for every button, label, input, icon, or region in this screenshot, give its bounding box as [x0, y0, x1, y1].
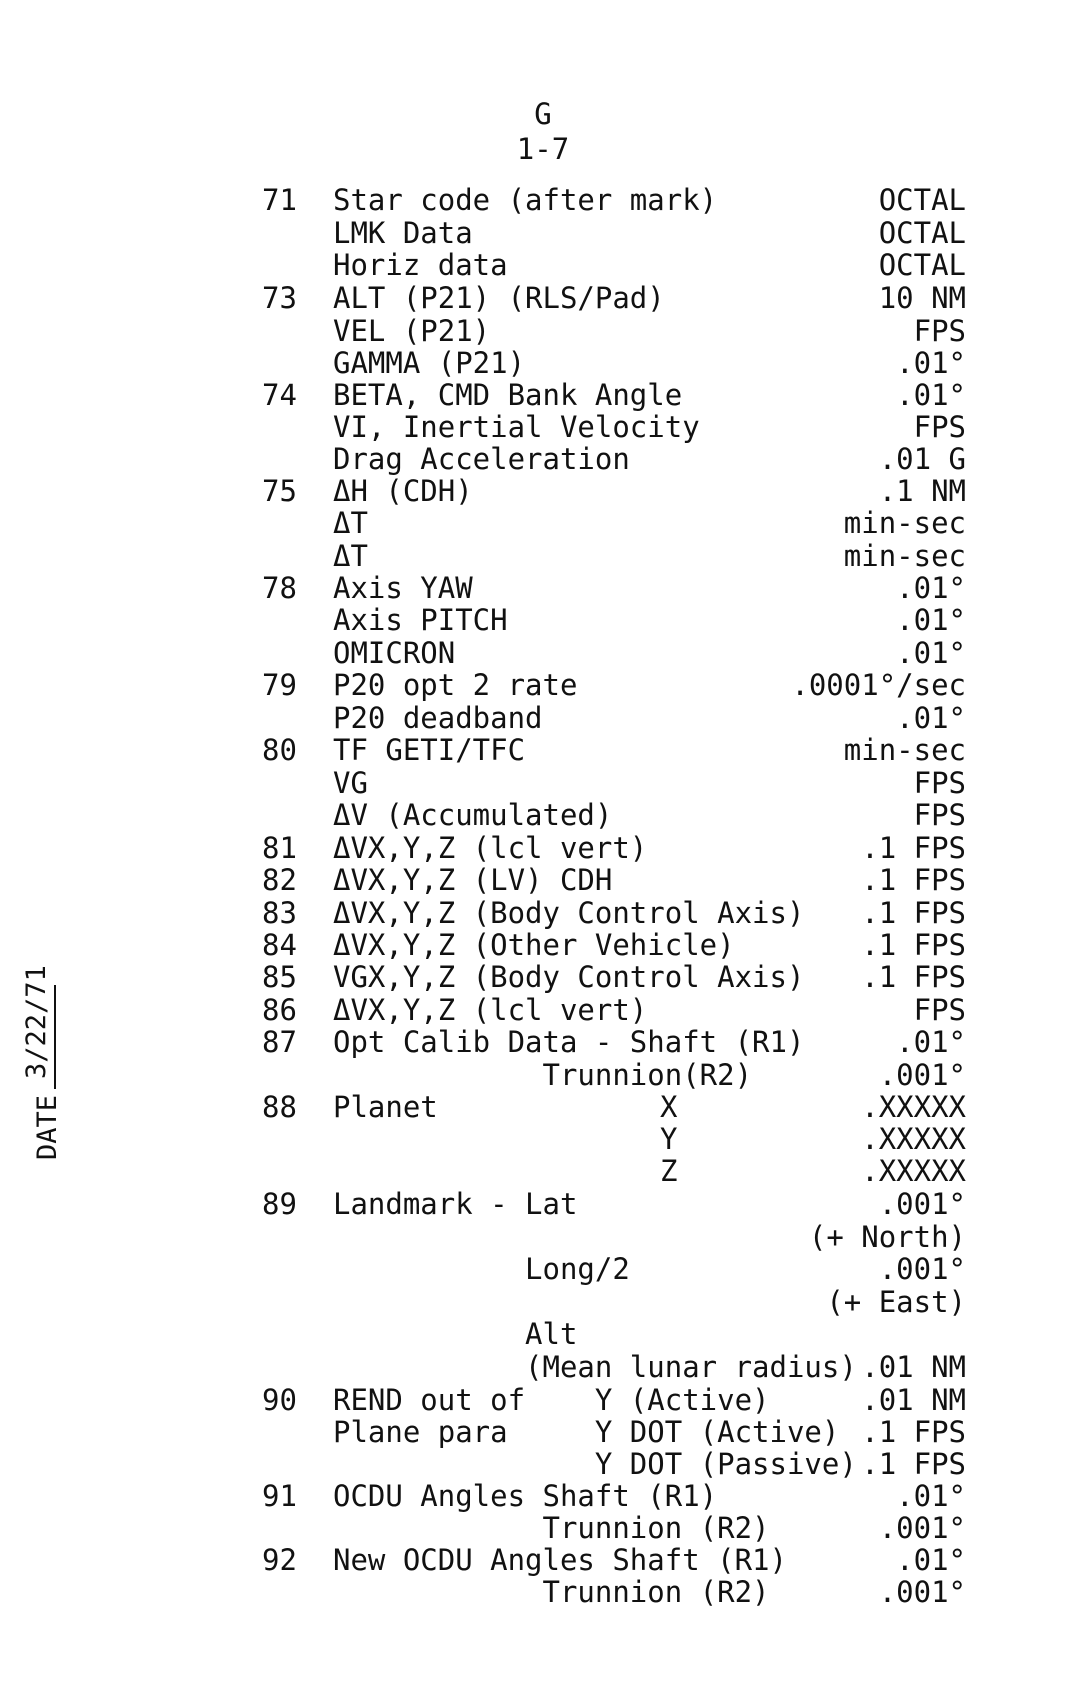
scale-unit: FPS — [913, 410, 966, 444]
noun-label: ΔVX,Y,Z (Body Control Axis) — [333, 896, 805, 930]
scale-unit: OCTAL — [878, 216, 966, 250]
noun-label: Star code (after mark) — [333, 183, 718, 217]
table-row — [0, 248, 1086, 282]
noun-number: 88 — [262, 1090, 297, 1124]
date-value: 3/22/71 — [21, 965, 52, 1079]
noun-label: Trunnion(R2) — [333, 1058, 753, 1092]
scale-unit: .1 FPS — [861, 896, 966, 930]
scale-unit: .01 NM — [861, 1383, 966, 1417]
table-row — [0, 603, 1086, 637]
noun-label: Axis YAW — [333, 571, 473, 605]
noun-label: Trunnion (R2) — [333, 1511, 770, 1545]
noun-number: 80 — [262, 733, 297, 767]
scale-unit: .001° — [878, 1187, 966, 1221]
table-row — [0, 346, 1086, 380]
noun-label: ΔVX,Y,Z (LV) CDH — [333, 863, 613, 897]
scale-unit: .1 FPS — [861, 1447, 966, 1481]
noun-label: ΔVX,Y,Z (lcl vert) — [333, 993, 648, 1027]
scale-unit: .01° — [896, 701, 966, 735]
noun-label: ΔVX,Y,Z (lcl vert) — [333, 831, 648, 865]
scale-unit: .01 NM — [861, 1350, 966, 1384]
noun-number: 91 — [262, 1479, 297, 1513]
scale-unit: .0001°/sec — [791, 668, 966, 702]
table-row — [0, 1511, 1086, 1545]
table-row — [0, 1543, 1086, 1577]
noun-label: VI, Inertial Velocity — [333, 410, 700, 444]
noun-number: 79 — [262, 668, 297, 702]
noun-label: Long/2 — [333, 1252, 630, 1286]
noun-label: Planet — [333, 1090, 438, 1124]
scale-unit: .001° — [878, 1575, 966, 1609]
table-row — [0, 281, 1086, 315]
scale-unit: FPS — [913, 993, 966, 1027]
table-row — [0, 1415, 1086, 1449]
scale-unit: .XXXXX — [861, 1090, 966, 1124]
table-row — [0, 1058, 1086, 1092]
table-row — [0, 1025, 1086, 1059]
table-row — [0, 896, 1086, 930]
scale-unit: .01 G — [878, 442, 966, 476]
scale-unit: min-sec — [843, 506, 966, 540]
noun-label: GAMMA (P21) — [333, 346, 526, 380]
noun-number: 81 — [262, 831, 297, 865]
table-row — [0, 668, 1086, 702]
noun-label: BETA, CMD Bank Angle — [333, 378, 683, 412]
noun-label: VGX,Y,Z (Body Control Axis) — [333, 960, 805, 994]
scale-unit: min-sec — [843, 733, 966, 767]
date-line — [21, 965, 56, 1089]
table-row — [0, 1285, 1086, 1319]
noun-label: New OCDU Angles Shaft (R1) — [333, 1543, 787, 1577]
scale-unit: FPS — [913, 766, 966, 800]
table-row — [0, 1479, 1086, 1513]
noun-number: 78 — [262, 571, 297, 605]
noun-number: 90 — [262, 1383, 297, 1417]
table-row — [0, 1220, 1086, 1254]
noun-label: LMK Data — [333, 216, 473, 250]
table-row — [0, 378, 1086, 412]
noun-label: ΔVX,Y,Z (Other Vehicle) — [333, 928, 735, 962]
noun-number: 85 — [262, 960, 297, 994]
scale-unit: .01° — [896, 346, 966, 380]
table-row — [0, 1575, 1086, 1609]
noun-label: OMICRON — [333, 636, 456, 670]
noun-number: 87 — [262, 1025, 297, 1059]
scale-unit: 10 NM — [878, 281, 966, 315]
page-number: 1-7 — [516, 132, 570, 166]
noun-number: 71 — [262, 183, 297, 217]
table-row — [0, 766, 1086, 800]
table-row — [0, 216, 1086, 250]
table-row — [0, 506, 1086, 540]
table-row — [0, 474, 1086, 508]
scale-unit: FPS — [913, 314, 966, 348]
scale-unit: .1 FPS — [861, 863, 966, 897]
date-stamp — [21, 920, 63, 1160]
scale-unit: .1 FPS — [861, 831, 966, 865]
noun-number: 92 — [262, 1543, 297, 1577]
axis-component: X — [660, 1090, 678, 1124]
noun-label: VG — [333, 766, 368, 800]
axis-component: Y — [660, 1122, 678, 1156]
table-row — [0, 1090, 1086, 1124]
noun-label: Axis PITCH — [333, 603, 508, 637]
noun-number: 84 — [262, 928, 297, 962]
noun-label: Plane para Y DOT (Active) — [333, 1415, 840, 1449]
scale-unit: .01° — [896, 378, 966, 412]
noun-label: ΔH (CDH) — [333, 474, 473, 508]
scale-unit: .XXXXX — [861, 1154, 966, 1188]
noun-number: 86 — [262, 993, 297, 1027]
noun-label: Alt — [333, 1317, 578, 1351]
scale-unit: (+ East) — [826, 1285, 966, 1319]
table-row — [0, 410, 1086, 444]
noun-label: P20 opt 2 rate — [333, 668, 578, 702]
noun-label: OCDU Angles Shaft (R1) — [333, 1479, 718, 1513]
noun-number: 82 — [262, 863, 297, 897]
scale-unit: .1 FPS — [861, 1415, 966, 1449]
table-row — [0, 636, 1086, 670]
table-row — [0, 442, 1086, 476]
noun-number: 73 — [262, 281, 297, 315]
scale-unit: .01° — [896, 1025, 966, 1059]
scale-unit: .1 FPS — [861, 928, 966, 962]
scale-unit: .01° — [896, 571, 966, 605]
scale-unit: OCTAL — [878, 183, 966, 217]
scale-unit: (+ North) — [808, 1220, 966, 1254]
axis-component: Z — [660, 1154, 678, 1188]
noun-number: 89 — [262, 1187, 297, 1221]
noun-label: ΔT — [333, 506, 368, 540]
scale-unit: FPS — [913, 798, 966, 832]
table-row — [0, 539, 1086, 573]
scale-unit: .001° — [878, 1252, 966, 1286]
scale-unit: .01° — [896, 1543, 966, 1577]
table-row — [0, 831, 1086, 865]
table-row — [0, 960, 1086, 994]
date-label: DATE — [32, 1094, 63, 1160]
table-row — [0, 1122, 1086, 1156]
noun-label: REND out of Y (Active) — [333, 1383, 770, 1417]
table-row — [0, 701, 1086, 735]
noun-label: TF GETI/TFC — [333, 733, 526, 767]
noun-number: 83 — [262, 896, 297, 930]
scale-unit: .01° — [896, 1479, 966, 1513]
scale-unit: .01° — [896, 603, 966, 637]
noun-number: 74 — [262, 378, 297, 412]
table-row — [0, 1252, 1086, 1286]
table-row — [0, 314, 1086, 348]
noun-label: Landmark - Lat — [333, 1187, 578, 1221]
noun-label: Y DOT (Passive) — [333, 1447, 857, 1481]
scale-unit: .1 NM — [878, 474, 966, 508]
table-row — [0, 183, 1086, 217]
table-row — [0, 1447, 1086, 1481]
section-letter: G — [534, 97, 552, 131]
noun-label: ΔT — [333, 539, 368, 573]
table-row — [0, 1350, 1086, 1384]
noun-label: ALT (P21) (RLS/Pad) — [333, 281, 665, 315]
table-row — [0, 1317, 1086, 1351]
noun-label: Drag Acceleration — [333, 442, 630, 476]
noun-label: (Mean lunar radius) — [333, 1350, 857, 1384]
scale-unit: min-sec — [843, 539, 966, 573]
scale-unit: .001° — [878, 1511, 966, 1545]
scale-unit: .01° — [896, 636, 966, 670]
table-row — [0, 798, 1086, 832]
noun-label: Horiz data — [333, 248, 508, 282]
noun-label: Trunnion (R2) — [333, 1575, 770, 1609]
table-row — [0, 928, 1086, 962]
noun-label: P20 deadband — [333, 701, 543, 735]
scale-unit: .1 FPS — [861, 960, 966, 994]
table-row — [0, 863, 1086, 897]
table-row — [0, 733, 1086, 767]
table-row — [0, 571, 1086, 605]
noun-label: VEL (P21) — [333, 314, 491, 348]
table-row — [0, 993, 1086, 1027]
scale-unit: OCTAL — [878, 248, 966, 282]
noun-label: Opt Calib Data - Shaft (R1) — [333, 1025, 805, 1059]
table-row — [0, 1187, 1086, 1221]
table-row — [0, 1154, 1086, 1188]
noun-label: ΔV (Accumulated) — [333, 798, 613, 832]
noun-number: 75 — [262, 474, 297, 508]
table-row — [0, 1383, 1086, 1417]
scale-unit: .001° — [878, 1058, 966, 1092]
scale-unit: .XXXXX — [861, 1122, 966, 1156]
